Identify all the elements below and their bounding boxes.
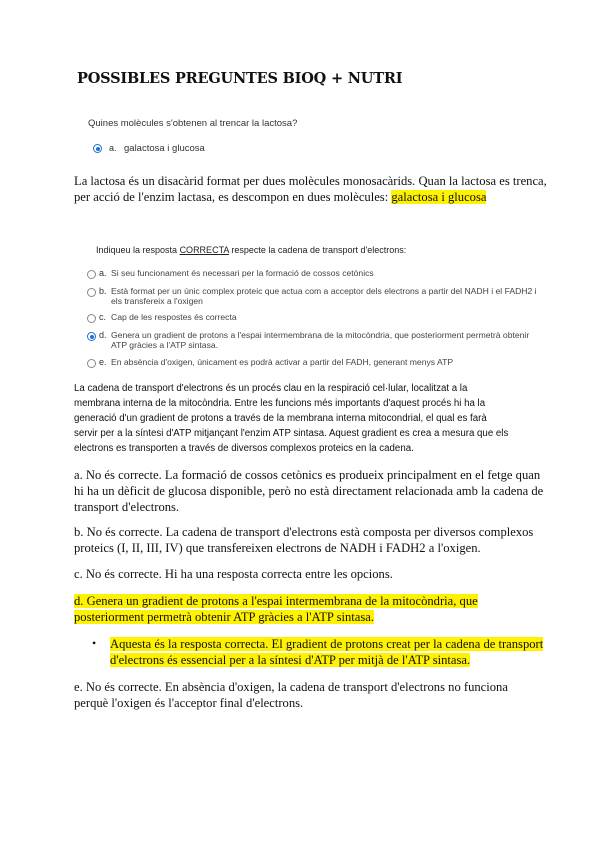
q2-option-e-letter: e. [99,357,107,367]
q2-option-b-radio[interactable] [87,288,96,297]
answer-d-line-2-highlight: posteriorment permetrà obtenir ATP gràcies a l'ATP sintasa. [74,610,375,624]
q2-option-b-letter: b. [99,286,107,296]
question-2-text [96,245,406,255]
answer-d-bullet-line-2 [110,653,470,669]
q2-option-d-radio[interactable] [87,332,96,341]
page-title: POSSIBLES PREGUNTES BIOQ + NUTRI [77,70,403,87]
answer-d-line-2 [74,610,374,626]
explanation-1-prefix: per acció de l'enzim lactasa, es descompon en dues molècules: [74,190,392,204]
q2-option-a-label[interactable]: Si seu funcionament és necessari per la formació de cossos cetònics [111,268,374,278]
question-2-pre: Indiqueu la resposta [96,245,180,255]
q2-option-b-label-line-1[interactable]: Està format per un únic complex proteic que actua com a acceptor dels electrons a partir del NADH i el FADH2 i [111,286,537,296]
answer-b-line-2: proteics (I, II, III, IV) que transfereixen electrons de NADH i FADH2 a l'oxigen. [74,541,481,555]
cadena-para-line-3: generació d'un gradient de protons a través de la membrana interna mitocondrial, el qual es farà [74,413,487,424]
question-2-underlined: CORRECTA [179,245,229,255]
answer-b-line-1: b. No és correcte. La cadena de transport d'electrons està composta per diversos complexos [74,525,534,539]
q2-option-e-radio[interactable] [87,359,96,368]
q2-option-d-letter: d. [99,330,107,340]
bullet-icon: • [92,636,97,650]
q2-option-c-label[interactable]: Cap de les respostes és correcta [111,312,237,322]
answer-a-line-1: a. No és correcte. La formació de cossos cetònics es produeix principalment en el fetge quan [74,468,541,482]
answer-d-bullet-line-1 [110,637,543,653]
answer-d-line-1 [74,594,478,610]
q1-option-a-label[interactable]: galactosa i glucosa [124,143,205,154]
q2-option-c-letter: c. [99,312,107,322]
answer-d-bullet-line-1-highlight: Aquesta és la resposta correcta. El gradient de protons creat per la cadena de transport [110,637,544,651]
q2-option-b-label-line-2[interactable]: els transfereix a l'oxigen [111,296,203,306]
answer-a-line-2: hi ha un dèficit de glucosa disponible, però no està directament relacionada amb la cadena de [74,484,544,498]
question-1-text: Quines molècules s'obtenen al trencar la lactosa? [88,118,298,129]
explanation-1-highlight: galactosa i glucosa [391,190,487,204]
q2-option-d-label-line-1[interactable]: Genera un gradient de protons a l'espai intermembrana de la mitocòndria, que posteriorment permetrà obtenir [111,330,530,340]
question-2-post: respecte la cadena de transport d'electrons: [228,245,407,255]
answer-a-line-3: transport d'electrons. [74,500,180,514]
explanation-1-line-2 [74,190,486,206]
q2-option-d-label-line-2[interactable]: ATP gràcies a l'ATP sintasa. [111,340,219,350]
answer-d-bullet-line-2-highlight: d'electrons és essencial per a la síntesi d'ATP per mitjà de l'ATP sintasa. [110,653,471,667]
q2-option-a-letter: a. [99,268,107,278]
q2-option-c-radio[interactable] [87,314,96,323]
answer-e-line-1: e. No és correcte. En absència d'oxigen, la cadena de transport d'electrons no funciona [74,680,508,694]
cadena-para-line-2: membrana interna de la mitocòndria. Entre les funcions més importants d'aquest procés hi ha la [74,398,486,409]
explanation-1-line-1: La lactosa és un disacàrid format per dues molècules monosacàrids. Quan la lactosa es trenca, [74,174,547,188]
answer-e-line-2: perquè l'oxigen és l'acceptor final d'electrons. [74,696,304,710]
cadena-para-line-4: servir per a la síntesi d'ATP mitjançant l'enzim ATP sintasa. Aquest gradient es crea a mesura que els [74,428,509,439]
cadena-para-line-1: La cadena de transport d'electrons és un procés clau en la respiració cel·lular, localitzat a la [74,383,468,394]
answer-d-line-1-highlight: d. Genera un gradient de protons a l'espai intermembrana de la mitocòndria, que [74,594,478,608]
q1-option-a-letter: a. [109,143,117,153]
cadena-para-line-5: electrons es transporten a través de diversos complexos proteics en la cadena. [74,443,414,454]
q2-option-a-radio[interactable] [87,270,96,279]
answer-c-line: c. No és correcte. Hi ha una resposta correcta entre les opcions. [74,567,393,581]
q1-option-a-radio[interactable] [93,144,102,153]
q2-option-e-label[interactable]: En absència d'oxigen, únicament es podrà activar a partir del FADH, generant menys ATP [111,357,454,367]
